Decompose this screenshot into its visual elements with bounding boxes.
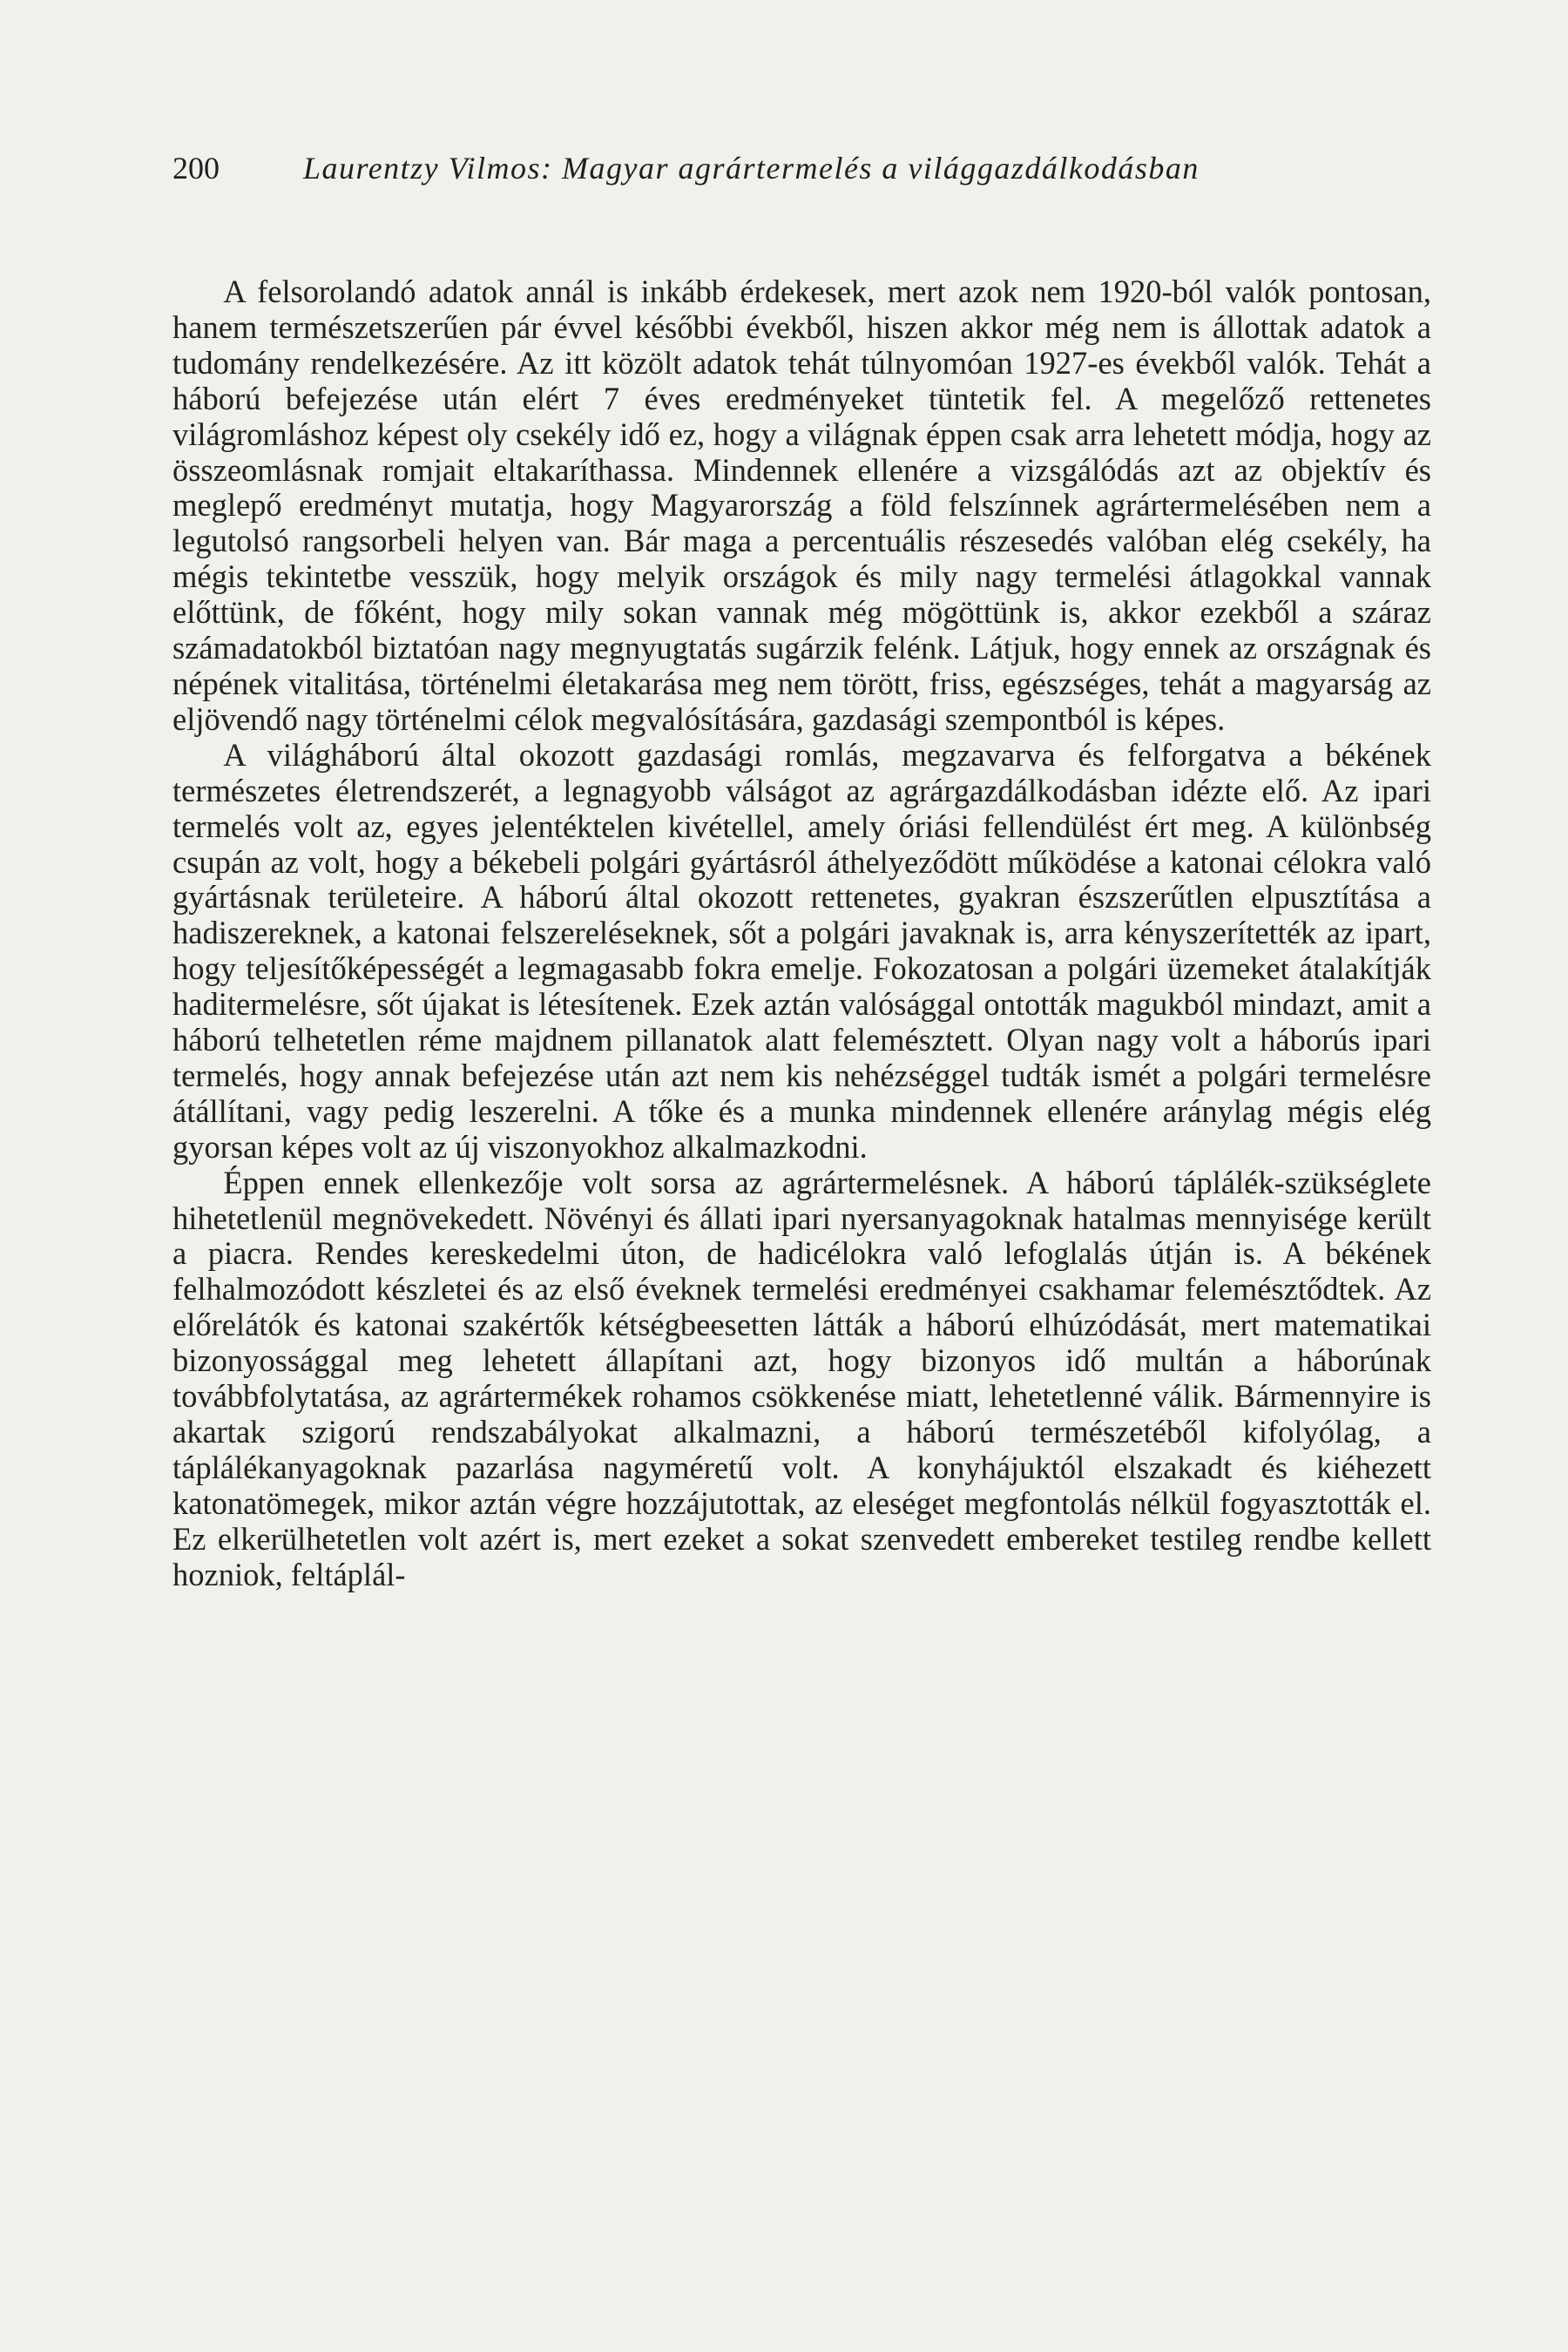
running-title: Laurentzy Vilmos: Magyar agrártermelés a világgazdálkodásban — [303, 151, 1200, 186]
page-number: 200 — [172, 151, 220, 186]
paragraph: Éppen ennek ellenkezője volt sorsa az agrártermelésnek. A háború táplálék-szükséglete hihetetlenül megnövekedett. Növényi és állati ipari nyersanyagoknak hatalmas mennyisége került a piacra. Rendes kereskedelmi úton, de hadicélokra való lefoglalás útján is. A békének felhalmozódott készletei és az első éveknek termelési eredményei csakhamar felemésztődtek. Az előrelátók és katonai szakértők kétségbeesetten látták a háború elhúzódását, mert matematikai bizonyossággal meg lehetett állapítani azt, hogy bizonyos idő multán a háborúnak továbbfolytatása, az agrártermékek rohamos csökkenése miatt, lehetetlenné válik. Bármennyire is akartak szigorú rendszabályokat alkalmazni, a háború természetéből kifolyólag, a táplálékanyagoknak pazarlása nagyméretű volt. A konyhájuktól elszakadt és kiéhezett katonatömegek, mikor aztán végre hozzájutottak, az eleséget megfontolás nélkül fogyasztották el. Ez elkerülhetetlen volt azért is, mert ezeket a sokat szenvedett embereket testileg rendbe kellett hozniok, feltáplál- — [172, 1164, 1431, 1592]
page-header — [172, 150, 1431, 188]
paragraph: A világháború által okozott gazdasági romlás, megzavarva és felforgatva a békének természetes életrendszerét, a legnagyobb válságot az agrárgazdálkodásban idézte elő. Az ipari termelés volt az, egyes jelentéktelen kivétellel, amely óriási fellendülést ért meg. A különbség csupán az volt, hogy a békebeli polgári gyártásról áthelyeződött működése a katonai célokra való gyártásnak területeire. A háború által okozott rettenetes, gyakran észszerűtlen elpusztítása a hadiszereknek, a katonai felszereléseknek, sőt a polgári javaknak is, arra kényszerítették az ipart, hogy teljesítőképességét a legmagasabb fokra emelje. Fokozatosan a polgári üzemeket átalakítják haditermelésre, sőt újakat is létesítenek. Ezek aztán valósággal ontották magukból mindazt, amit a háború telhetetlen réme majdnem pillanatok alatt felemésztett. Olyan nagy volt a háborús ipari termelés, hogy annak befejezése után azt nem kis nehézséggel tudták ismét a polgári termelésre átállítani, vagy pedig leszerelni. A tőke és a munka mindennek ellenére aránylag mégis elég gyorsan képes volt az új viszonyokhoz alkalmazkodni. — [172, 736, 1431, 1165]
body-text — [172, 274, 1431, 1593]
paragraph: A felsorolandó adatok annál is inkább érdekesek, mert azok nem 1920-ból valók pontosan, hanem természetszerűen pár évvel későbbi évekből, hiszen akkor még nem is állottak adatok a tudomány rendelkezésére. Az itt közölt adatok tehát túlnyomóan 1927-es évekből valók. Tehát a háború befejezése után elért 7 éves eredményeket tüntetik fel. A megelőző rettenetes világromláshoz képest oly csekély idő ez, hogy a világnak éppen csak arra lehetett módja, hogy az összeomlásnak romjait eltakaríthassa. Mindennek ellenére a vizsgálódás azt az objektív és meglepő eredményt mutatja, hogy Magyarország a föld felszínnek agrártermelésében nem a legutolsó rangsorbeli helyen van. Bár maga a percentuális részesedés valóban elég csekély, ha mégis tekintetbe vesszük, hogy melyik országok és mily nagy termelési átlagokkal vannak előttünk, de főként, hogy mily sokan vannak még mögöttünk is, akkor ezekből a száraz számadatokból biztatóan nagy megnyugtatás sugárzik felénk. Látjuk, hogy ennek az országnak és népének vitalitása, történelmi életakarása meg nem törött, friss, egészséges, tehát a magyarság az eljövendő nagy történelmi célok megvalósítására, gazdasági szempontból is képes. — [172, 274, 1431, 737]
